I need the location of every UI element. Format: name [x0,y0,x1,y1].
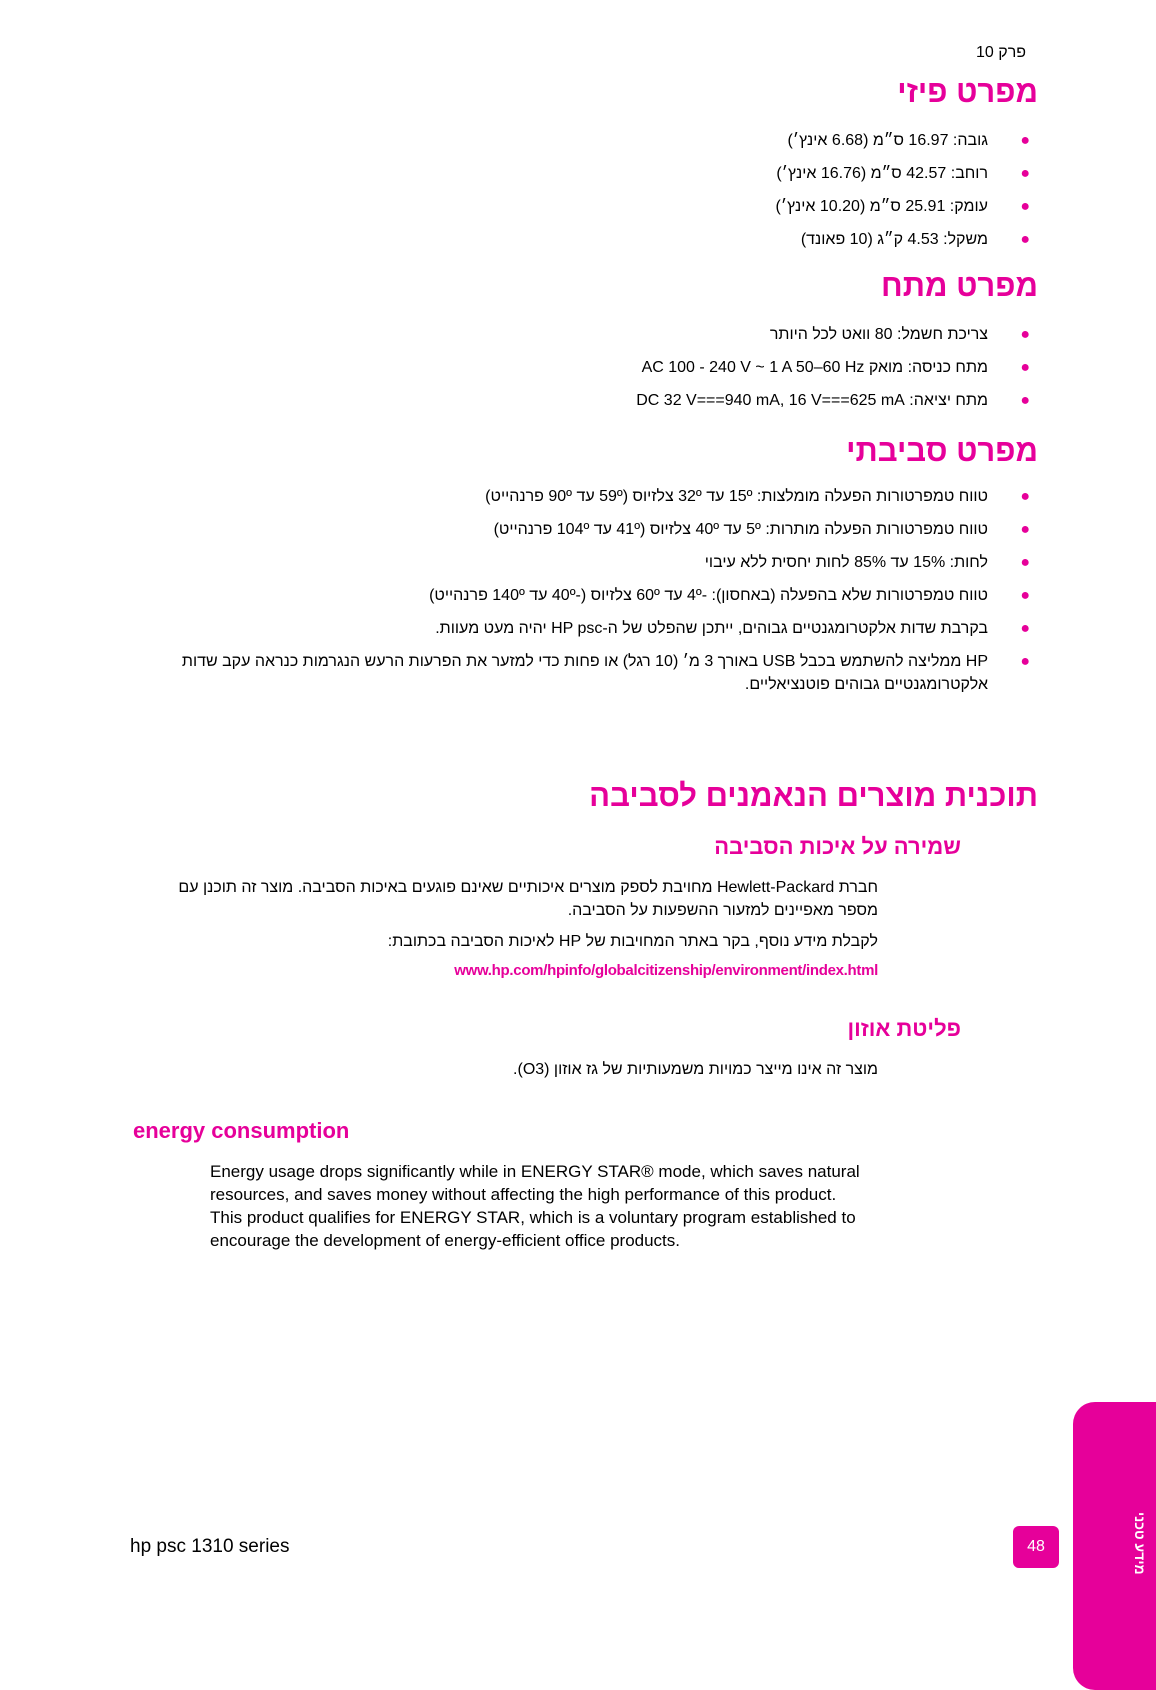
stewardship-heading: תוכנית מוצרים הנאמנים לסביבה [589,778,1038,813]
protection-heading: שמירה על איכות הסביבה [714,834,961,859]
list-item: ● בקרבת שדות אלקטרומגנטיים גבוהים, ייתכן שהפלט של ה-HP psc יהיה מעט מעוות. [388,617,1038,640]
energy-heading: energy consumption [133,1118,350,1143]
bullet-icon: ● [1020,488,1030,505]
bullet-icon: ● [1020,326,1030,343]
list-item: ● צריכת חשמל: 80 וואט לכל היותר [168,318,1038,351]
bullet-icon: ● [1020,359,1030,376]
bullet-icon: ● [1020,198,1030,215]
bullet-icon: ● [1020,231,1030,248]
list-item: ● מתח כניסה: מואק AC 100 - 240 V ~ 1 A 50–60 Hz [168,351,1038,384]
page-number: 48 [1013,1526,1059,1568]
bullet-icon: ● [1020,620,1030,637]
protection-info-paragraph: לקבלת מידע נוסף, בקר באתר המחויבות של HP לאיכות הסביבה בכתובת: [387,933,878,950]
physical-spec-list [168,124,1038,256]
list-item: ● טווח טמפרטורות שלא בהפעלה (באחסון): -4º עד 60º צלזיוס (-40º עד 140º פרנהייט) [388,584,1038,607]
bullet-icon: ● [1020,587,1030,604]
list-item: ● לחות: 15% עד 85% לחות יחסית ללא עיבוי [168,551,1038,574]
protection-paragraph: חברת Hewlett-Packard מחויבת לספק מוצרים איכותיים שאינם פוגעים באיכות הסביבה. מוצר זה תוכנן עם מספר מאפיינים למזעור ההשפעות על הסביבה. [178,879,878,919]
list-item: ● טווח טמפרטורות הפעלה מומלצות: 15º עד 32º צלזיוס (59º עד 90º פרנהייט) [168,485,1038,508]
ozone-heading: פליטת אוזון [847,1016,961,1041]
bullet-icon: ● [1020,132,1030,149]
list-item: ● HP ממליצה להשתמש בכבל USB באורך 3 מ׳ (10 רגל) או פחות כדי למזער את הפרעות הרעש הנגרמות כנראה עקב שדות אלקטרומגנטיים גבוהים פוטנציאליים. [168,650,1038,696]
energy-paragraph: Energy usage drops significantly while in ENERGY STAR® mode, which saves natural resources, and saves money without affecting the high performance of this product. This product qualifies for ENERGY STAR, which is a voluntary program established to encourage the development of energy-efficient office products. [210,1162,860,1250]
environment-spec-list [168,485,1038,696]
footer-product-name: hp psc 1310 series [130,1536,290,1557]
power-spec-list [168,318,1038,417]
environment-spec-heading: מפרט סביבתי [846,433,1038,468]
bullet-icon: ● [1020,554,1030,571]
physical-spec-heading: מפרט פיזי [897,74,1038,109]
bullet-icon: ● [1020,165,1030,182]
environment-url-link[interactable]: www.hp.com/hpinfo/globalcitizenship/environment/index.html [454,962,878,979]
list-item: ● טווח טמפרטורות הפעלה מותרות: 5º עד 40º צלזיוס (41º עד 104º פרנהייט) [168,518,1038,541]
list-item: ● משקל: 4.53 ק״ג (10 פאונד) [168,223,1038,256]
ozone-paragraph: מוצר זה אינו מייצר כמויות משמעותיות של גז אוזון (O3). [513,1061,878,1078]
list-item: ● רוחב: 42.57 ס״מ (16.76 אינץ׳) [168,157,1038,190]
list-item: ● גובה: 16.97 ס״מ (6.68 אינץ׳) [168,124,1038,157]
chapter-label: פרק 10 [976,44,1026,61]
bullet-icon: ● [1020,521,1030,538]
bullet-icon: ● [1020,392,1030,409]
bullet-icon: ● [1020,653,1030,670]
chapter-tab-label: מידע טכני [1132,1512,1148,1575]
list-item: ● מתח יציאה: DC 32 V===940 mA, 16 V===625 mA [168,384,1038,417]
list-item: ● עומק: 25.91 ס״מ (10.20 אינץ׳) [168,190,1038,223]
power-spec-heading: מפרט מתח [881,268,1038,303]
